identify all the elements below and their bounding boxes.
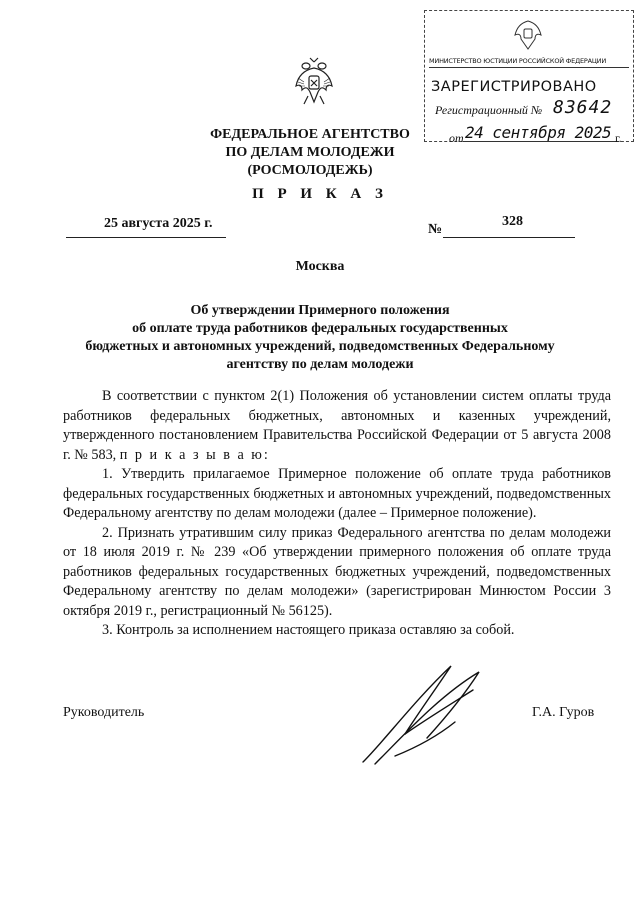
number-sign: № <box>428 222 443 237</box>
document-type-title: П Р И К А З <box>252 186 388 202</box>
order-number: 328 <box>502 214 523 229</box>
registration-stamp <box>424 10 634 145</box>
agency-line: ФЕДЕРАЛЬНОЕ АГЕНТСТВО <box>210 127 410 142</box>
order-item-2: 2. Признать утратившим силу приказ Федерального агентства по делам молодежи от 18 июля 2019 г. № 239 «Об утверждении примерного положения об оплате труда работников федеральных государственных бюджетных учреждений, подведомственных Федеральному агентству по делам молодежи» (зарегистрирован Минюстом России 3 октября 2019 г., регистрационный № 56125). <box>63 524 611 619</box>
stamp-year-suffix: г. <box>615 131 622 145</box>
signatory-role: Руководитель <box>63 705 145 720</box>
agency-name <box>200 126 420 180</box>
subject-line: бюджетных и автономных учреждений, подведомственных Федеральному <box>85 339 555 354</box>
stamp-date-value: 24 сентября 2025 <box>465 123 612 142</box>
city: Москва <box>295 259 345 274</box>
order-date: 25 августа 2025 г. <box>104 216 213 231</box>
subject-line: Об утверждении Примерного положения <box>190 303 450 318</box>
date-underline <box>66 237 226 238</box>
handwritten-signature-icon <box>355 660 495 770</box>
stamp-regno-value: 83642 <box>553 97 613 118</box>
stamp-divider <box>429 67 629 68</box>
stamp-date-underline <box>463 141 619 142</box>
order-body <box>63 387 611 641</box>
preamble-text: В соответствии с пунктом 2(1) Положения об установлении систем оплаты труда работников федеральных бюджетных, автономных и казенных учреждений, утвержденного постановлением Правительства Российской Федерации от 5 августа 2008 г. № 583, <box>63 388 611 463</box>
order-item-3: 3. Контроль за исполнением настоящего приказа оставляю за собой. <box>102 622 515 638</box>
coat-of-arms-emblem-icon <box>294 56 334 108</box>
stamp-ministry: МИНИСТЕРСТВО ЮСТИЦИИ РОССИЙСКОЙ ФЕДЕРАЦИИ <box>429 57 606 65</box>
agency-abbreviation: (РОСМОЛОДЕЖЬ) <box>247 163 373 178</box>
order-item-1: 1. Утвердить прилагаемое Примерное положение об оплате труда работников федеральных государственных бюджетных и автономных учреждений, подведомственных Федеральному агентству по делам молодежи (далее – Примерное положение). <box>63 466 611 521</box>
subject-line: об оплате труда работников федеральных государственных <box>132 321 508 336</box>
agency-line: ПО ДЕЛАМ МОЛОДЕЖИ <box>225 145 395 160</box>
preamble-order-word: п р и к а з ы в а ю: <box>119 446 270 463</box>
signatory-name: Г.А. Гуров <box>532 705 595 720</box>
stamp-regno-label: Регистрационный № <box>435 103 543 117</box>
subject-line: агентству по делам молодежи <box>226 357 414 372</box>
number-underline <box>443 237 575 238</box>
preamble-paragraph <box>63 387 611 465</box>
stamp-emblem-icon <box>513 17 543 53</box>
stamp-registered-label: ЗАРЕГИСТРИРОВАНО <box>431 79 597 95</box>
order-subject <box>40 302 600 374</box>
stamp-date-label: от <box>449 131 464 145</box>
